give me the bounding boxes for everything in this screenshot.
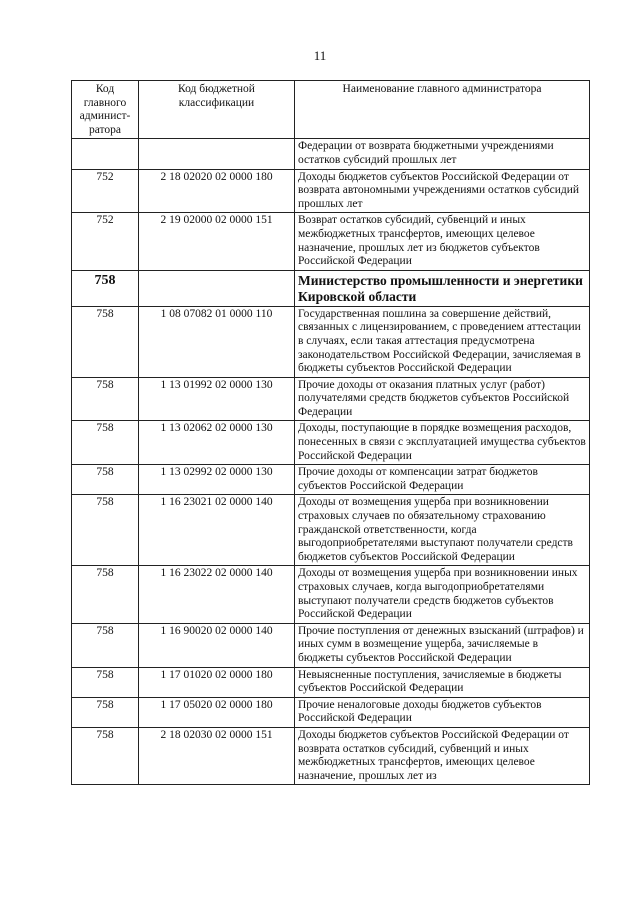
budget-code-cell: 2 18 02020 02 0000 180 (139, 169, 295, 213)
admin-code-cell: 758 (72, 306, 139, 377)
table-row (72, 421, 590, 465)
administrator-name-cell: Доходы бюджетов субъектов Российской Федерации от возврата автономными учреждениями остатков субсидий прошлых лет (295, 169, 590, 213)
table-row (72, 213, 590, 270)
header-admin-code: Код главного админист-ратора (72, 81, 139, 139)
admin-code-cell: 758 (72, 566, 139, 623)
budget-code-cell: 1 16 23021 02 0000 140 (139, 495, 295, 566)
table-section-row (72, 270, 590, 306)
budget-code-cell: 2 18 02030 02 0000 151 (139, 727, 295, 784)
admin-code-cell: 758 (72, 465, 139, 495)
administrator-name-cell: Прочие поступления от денежных взысканий (штрафов) и иных сумм в возмещение ущерба, зачисляемые в бюджеты субъектов Российской Федерации (295, 623, 590, 667)
table-row (72, 566, 590, 623)
budget-administrators-table (71, 80, 590, 785)
admin-code-cell (72, 139, 139, 169)
budget-code-cell: 1 13 02062 02 0000 130 (139, 421, 295, 465)
budget-code-cell: 1 08 07082 01 0000 110 (139, 306, 295, 377)
table-row (72, 667, 590, 697)
admin-code-cell: 758 (72, 667, 139, 697)
table-row (72, 465, 590, 495)
table-row (72, 306, 590, 377)
administrator-name-cell: Доходы, поступающие в порядке возмещения расходов, понесенных в связи с эксплуатацией имущества субъектов Российской Федерации (295, 421, 590, 465)
admin-code-cell: 758 (72, 270, 139, 306)
admin-code-cell: 758 (72, 623, 139, 667)
table-row (72, 727, 590, 784)
administrator-name-cell: Доходы от возмещения ущерба при возникновении иных страховых случаев, когда выгодоприобретателями выступают получатели средств бюджетов субъектов Российской Федерации (295, 566, 590, 623)
admin-code-cell: 758 (72, 697, 139, 727)
admin-code-cell: 752 (72, 213, 139, 270)
table-row (72, 139, 590, 169)
table-body (72, 139, 590, 785)
admin-code-cell: 758 (72, 377, 139, 421)
table-row (72, 697, 590, 727)
table-row (72, 495, 590, 566)
table-row (72, 169, 590, 213)
admin-code-cell: 758 (72, 727, 139, 784)
budget-code-cell: 1 17 05020 02 0000 180 (139, 697, 295, 727)
table-row (72, 623, 590, 667)
budget-code-cell: 1 16 90020 02 0000 140 (139, 623, 295, 667)
administrator-name-cell: Прочие доходы от компенсации затрат бюджетов субъектов Российской Федерации (295, 465, 590, 495)
administrator-name-cell: Государственная пошлина за совершение действий, связанных с лицензированием, с проведением аттестации в случаях, если такая аттестация предусмотрена законодательством Российской Федерации, зачисляемая в бюджеты субъектов Российской Федерации (295, 306, 590, 377)
admin-code-cell: 758 (72, 421, 139, 465)
administrator-name-cell: Доходы от возмещения ущерба при возникновении страховых случаев по обязательному страхованию гражданской ответственности, когда выгодоприобретателями выступают получатели средств бюджетов субъектов Российской Федерации (295, 495, 590, 566)
budget-code-cell: 1 13 01992 02 0000 130 (139, 377, 295, 421)
budget-code-cell: 1 16 23022 02 0000 140 (139, 566, 295, 623)
administrator-name-cell: Возврат остатков субсидий, субвенций и иных межбюджетных трансфертов, имеющих целевое назначение, прошлых лет из бюджетов субъектов Российской Федерации (295, 213, 590, 270)
administrator-name-cell: Прочие доходы от оказания платных услуг (работ) получателями средств бюджетов субъектов Российской Федерации (295, 377, 590, 421)
header-administrator-name: Наименование главного администратора (295, 81, 590, 139)
administrator-name-cell: Министерство промышленности и энергетики Кировской области (295, 270, 590, 306)
header-budget-classification-code: Код бюджетной классификации (139, 81, 295, 139)
budget-code-cell: 1 13 02992 02 0000 130 (139, 465, 295, 495)
administrator-name-cell: Федерации от возврата бюджетными учреждениями остатков субсидий прошлых лет (295, 139, 590, 169)
admin-code-cell: 752 (72, 169, 139, 213)
budget-code-cell: 2 19 02000 02 0000 151 (139, 213, 295, 270)
budget-code-cell: 1 17 01020 02 0000 180 (139, 667, 295, 697)
budget-code-cell (139, 270, 295, 306)
page-number: 11 (313, 48, 327, 63)
budget-code-cell (139, 139, 295, 169)
administrator-name-cell: Невыясненные поступления, зачисляемые в бюджеты субъектов Российской Федерации (295, 667, 590, 697)
administrator-name-cell: Прочие неналоговые доходы бюджетов субъектов Российской Федерации (295, 697, 590, 727)
admin-code-cell: 758 (72, 495, 139, 566)
table-header-row (72, 81, 590, 139)
administrator-name-cell: Доходы бюджетов субъектов Российской Федерации от возврата остатков субсидий, субвенций и иных межбюджетных трансфертов, имеющих целевое назначение, прошлых лет из (295, 727, 590, 784)
table-row (72, 377, 590, 421)
